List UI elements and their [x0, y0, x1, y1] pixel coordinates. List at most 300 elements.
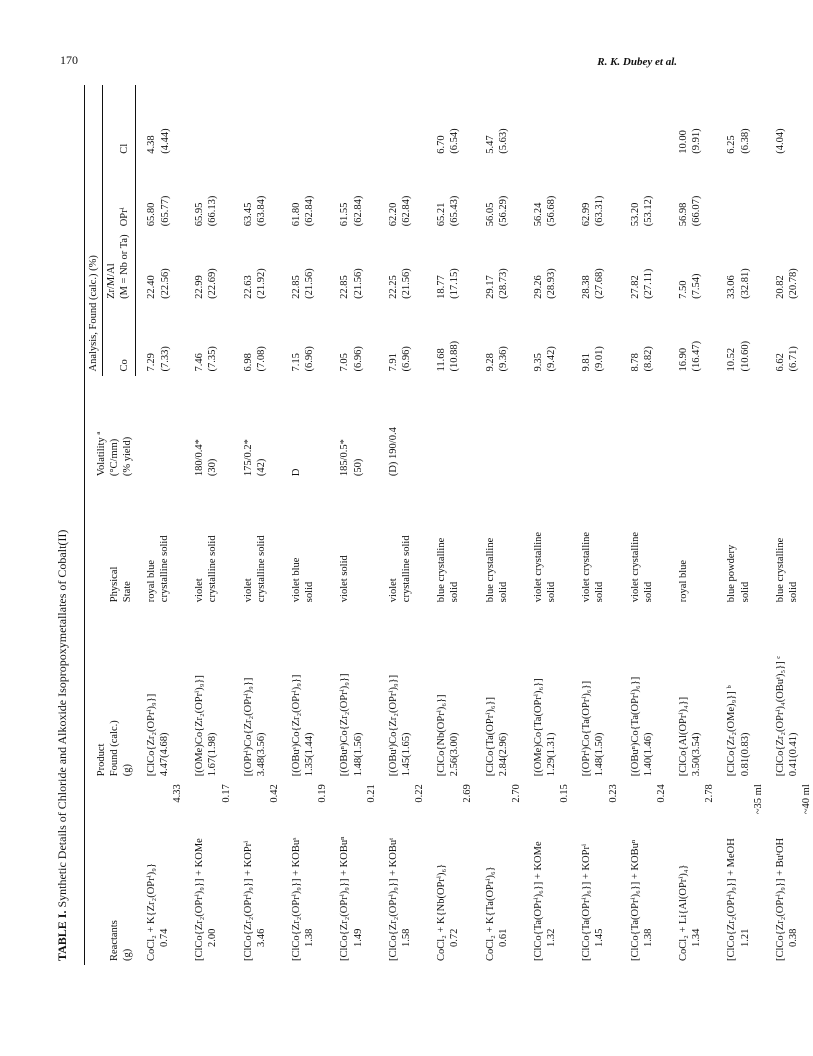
reactants-r2a: 0.38: [787, 928, 799, 947]
volatility-cell: [329, 376, 377, 481]
product-cell: [184, 606, 232, 780]
physical-state-s2: solid: [304, 581, 316, 603]
reactants-cell: [523, 780, 571, 965]
zr-m-al-cell: [378, 230, 426, 303]
reactants-r2b: 0.24: [655, 784, 667, 803]
reactants-r1: CoCl₂ + K{Zr₂(OPrⁱ)₉}: [145, 863, 157, 961]
zr-m-al-zrc: (21.56): [352, 268, 364, 299]
opr-cell: [620, 158, 668, 231]
cl-clc: (5.63): [497, 128, 509, 154]
header-product: Product Found (calc.) (g): [85, 606, 136, 780]
physical-state-s1: violet blue: [291, 557, 302, 603]
table-row: [765, 85, 813, 965]
reactants-r2b: 2.78: [704, 784, 716, 803]
header-reactants: Reactants (g): [85, 780, 136, 965]
physical-state-s1: blue crystalline: [774, 537, 786, 603]
cl-cl: 6.70: [436, 135, 448, 154]
zr-m-al-zrc: (28.73): [497, 268, 509, 299]
opr-opc: (65.77): [159, 195, 171, 227]
volatility-v2: (30): [207, 458, 219, 477]
reactants-cell: [426, 780, 474, 965]
physical-state-s1: blue crystalline: [484, 537, 496, 603]
reactants-r2a: 0.61: [497, 928, 509, 947]
opr-cell: [136, 158, 184, 231]
product-p1: [(OBuˢ)Co{Zr₂(OPrⁱ)₉}]: [291, 674, 302, 777]
product-p1: [ClCo{Zr₂(OMe)₉}] ᵇ: [726, 685, 738, 777]
reactants-r2a: 2.00: [207, 928, 219, 947]
physical-state-s2: solid: [739, 581, 751, 603]
volatility-v1: D: [291, 468, 302, 477]
volatility-v1: 180/0.4*: [194, 439, 206, 477]
zr-m-al-zrc: (22.56): [159, 268, 171, 299]
physical-state-cell: [716, 480, 764, 606]
zr-m-al-zrc: (32.81): [739, 268, 751, 299]
reactants-r2b: 0.22: [414, 784, 425, 803]
reactants-r1: [ClCo{Zr₂(OPrⁱ)₉}] + KOPrⁱ: [242, 840, 254, 961]
product-cell: [378, 606, 426, 780]
reactants-r2b: ~40 ml: [801, 784, 812, 815]
opr-cell: [281, 158, 329, 231]
reactants-r2b: 0.21: [365, 784, 377, 803]
cl-cell: [281, 85, 329, 158]
zr-m-al-zrc: (21.56): [400, 268, 412, 299]
volatility-cell: [184, 376, 232, 481]
zr-m-al-zr: 22.85: [339, 275, 351, 299]
table-row: [426, 85, 474, 965]
physical-state-cell: [571, 480, 619, 606]
reactants-r1: [ClCo{Zr₂(OPrⁱ)₉}] + KOMe: [194, 838, 206, 961]
product-p2: 3.50(3.54): [691, 732, 703, 777]
physical-state-cell: [136, 480, 184, 606]
product-p2: 2.56(3.00): [449, 732, 461, 777]
product-p2: 0.41(0.41): [787, 732, 799, 777]
co-co: 6.62: [774, 353, 786, 372]
reactants-cell: [184, 780, 232, 965]
volatility-v2: (42): [255, 458, 267, 477]
cl-cell: [184, 85, 232, 158]
opr-opc: (56.29): [497, 195, 509, 227]
physical-state-s2: solid: [594, 581, 606, 603]
physical-state-s1: royal blue: [678, 559, 689, 603]
cl-cell: [523, 85, 571, 158]
table-caption: [55, 85, 70, 961]
opr-opc: (53.12): [642, 195, 654, 227]
co-cell: [620, 303, 668, 376]
cl-cell: [378, 85, 426, 158]
co-cell: [765, 303, 813, 376]
reactants-cell: [716, 780, 764, 965]
product-cell: [571, 606, 619, 780]
table-row: [523, 85, 571, 965]
co-coc: (7.33): [159, 346, 171, 372]
opr-op: 65.95: [194, 202, 206, 227]
header-physical-state: Physical State: [85, 480, 136, 606]
opr-cell: [668, 158, 716, 231]
table-caption-label: TABLE I.: [55, 910, 69, 961]
co-coc: (16.47): [691, 340, 703, 372]
volatility-cell: [523, 376, 571, 481]
cl-cell: [668, 85, 716, 158]
cl-cl: 5.47: [484, 135, 496, 154]
zr-m-al-zr: 22.40: [146, 275, 158, 299]
volatility-v1: 185/0.5*: [339, 439, 351, 477]
opr-opc: (62.84): [352, 195, 364, 227]
reactants-r1: [ClCo{Ta(OPrⁱ)₆}] + KOMe: [532, 841, 544, 961]
table-row: [281, 85, 329, 965]
zr-m-al-cell: [668, 230, 716, 303]
zr-m-al-cell: [426, 230, 474, 303]
product-p2: 1.35(1.44): [304, 732, 316, 777]
zr-m-al-cell: [716, 230, 764, 303]
zr-m-al-zr: 22.63: [242, 275, 254, 299]
zr-m-al-zr: 22.99: [194, 275, 206, 299]
co-cell: [426, 303, 474, 376]
volatility-cell: [281, 376, 329, 481]
co-cell: [281, 303, 329, 376]
header-opr: OPrⁱ: [103, 158, 136, 231]
product-p2: 4.47(4.68): [159, 732, 170, 777]
cl-cell: [329, 85, 377, 158]
reactants-r2a: 1.38: [642, 928, 654, 947]
co-co: 10.52: [726, 347, 738, 372]
physical-state-cell: [765, 480, 813, 606]
co-coc: (8.82): [642, 346, 654, 372]
product-cell: [475, 606, 523, 780]
physical-state-cell: [523, 480, 571, 606]
opr-op: 62.99: [581, 202, 593, 227]
product-p1: [(OBuⁿ)Co{Zr₂(OPrⁱ)₉}]: [339, 673, 351, 777]
volatility-v1: (D) 190/0.4: [387, 427, 399, 477]
reactants-r2b: 0.15: [559, 784, 571, 803]
running-head: R. K. Dubey et al.: [597, 56, 677, 68]
opr-cell: [233, 158, 281, 231]
opr-opc: (66.07): [691, 195, 703, 227]
physical-state-s1: royal blue: [145, 559, 157, 603]
product-p1: [(OPrⁱ)Co{Ta(OPrⁱ)₆}]: [581, 680, 593, 777]
physical-state-s2: solid: [497, 581, 509, 603]
co-coc: (6.96): [400, 346, 412, 372]
rotated-table-block: [55, 85, 812, 965]
volatility-cell: [571, 376, 619, 481]
opr-cell: [329, 158, 377, 231]
product-p1: [(OPrⁱ)Co{Zr₂(OPrⁱ)₉}]: [242, 677, 254, 777]
reactants-cell: [620, 780, 668, 965]
zr-m-al-cell: [281, 230, 329, 303]
zr-m-al-zrc: (27.11): [642, 268, 654, 299]
physical-state-s1: violet crystalline: [532, 531, 544, 603]
product-p1: [(OBuᵗ)Co{Zr₂(OPrⁱ)₉}]: [387, 674, 399, 777]
cl-cl: 10.00: [678, 130, 689, 154]
reactants-r1: [ClCo{Zr₂(OPrⁱ)₉}] + KOBuˢ: [291, 837, 302, 961]
table-row: [329, 85, 377, 965]
physical-state-s2: crystalline solid: [207, 535, 219, 603]
opr-opc: (62.84): [400, 195, 412, 227]
reactants-cell: [329, 780, 377, 965]
table-row: [233, 85, 281, 965]
physical-state-s2: solid: [787, 581, 799, 603]
co-co: 8.78: [629, 353, 641, 372]
reactants-cell: [475, 780, 523, 965]
volatility-cell: [475, 376, 523, 481]
physical-state-s2: solid: [642, 581, 654, 603]
co-co: 6.98: [242, 353, 254, 372]
product-p2: 1.45(1.65): [400, 732, 412, 777]
volatility-cell: [765, 376, 813, 481]
reactants-r2b: 0.42: [268, 784, 280, 803]
reactants-r2a: 1.49: [352, 928, 364, 947]
cl-cell: [426, 85, 474, 158]
opr-op: 61.55: [339, 202, 351, 227]
product-cell: [620, 606, 668, 780]
zr-m-al-zrc: (28.93): [546, 268, 557, 299]
opr-op: 61.80: [291, 202, 302, 227]
co-cell: [523, 303, 571, 376]
product-p1: [(OBuⁿ)Co{Ta(OPrⁱ)₆}]: [629, 676, 641, 777]
physical-state-cell: [475, 480, 523, 606]
physical-state-s1: violet solid: [339, 555, 351, 603]
volatility-cell: [378, 376, 426, 481]
reactants-r1: [ClCo{Zr₂(OPrⁱ)₉}] + BuᵗOH: [774, 837, 786, 961]
co-co: 9.81: [581, 353, 593, 372]
volatility-cell: [620, 376, 668, 481]
reactants-r1: CoCl₂ + K{Ta(OPrⁱ)₆}: [484, 866, 496, 961]
table-row: [136, 85, 184, 965]
zr-m-al-zr: 22.25: [387, 275, 399, 299]
reactants-cell: [136, 780, 184, 965]
co-co: 7.46: [194, 353, 206, 372]
page-number: 170: [60, 53, 78, 67]
physical-state-s1: blue powdery: [726, 544, 738, 603]
reactants-cell: [571, 780, 619, 965]
opr-cell: [426, 158, 474, 231]
cl-clc: (4.44): [159, 128, 171, 154]
reactants-cell: [281, 780, 329, 965]
zr-m-al-zr: 20.82: [774, 275, 786, 299]
reactants-r1: [ClCo{Ta(OPrⁱ)₆}] + KOPrⁱ: [581, 843, 593, 961]
zr-m-al-zr: 33.06: [726, 275, 738, 299]
reactants-r2a: 1.21: [739, 928, 751, 947]
co-cell: [184, 303, 232, 376]
cl-cell: [765, 85, 813, 158]
zr-m-al-cell: [233, 230, 281, 303]
cl-cl: 6.25: [726, 135, 738, 154]
table-row: [571, 85, 619, 965]
header-analysis: Analysis, Found (calc.) (%): [85, 85, 103, 376]
reactants-cell: [378, 780, 426, 965]
cl-cell: [571, 85, 619, 158]
zr-m-al-zr: 7.50: [678, 280, 689, 299]
header-volatility: Volatility ª (°C/mm) (% yield): [85, 376, 136, 481]
product-cell: [765, 606, 813, 780]
zr-m-al-cell: [765, 230, 813, 303]
co-co: 16.90: [678, 347, 689, 372]
table-body: [136, 85, 813, 965]
zr-m-al-zrc: (22.69): [207, 268, 219, 299]
opr-cell: [523, 158, 571, 231]
zr-m-al-zr: 28.38: [581, 275, 593, 299]
opr-op: 53.20: [629, 202, 641, 227]
physical-state-s1: violet: [387, 578, 399, 603]
cl-clc: (6.54): [449, 128, 461, 154]
reactants-r2b: 0.23: [607, 784, 619, 803]
physical-state-s1: violet crystalline: [581, 531, 593, 603]
reactants-cell: [233, 780, 281, 965]
physical-state-cell: [233, 480, 281, 606]
product-cell: [426, 606, 474, 780]
zr-m-al-zrc: (17.15): [449, 268, 461, 299]
reactants-r2b: ~35 ml: [752, 784, 764, 815]
cl-clc: (6.38): [739, 128, 751, 154]
physical-state-cell: [620, 480, 668, 606]
reactants-r1: [ClCo{Zr₂(OPrⁱ)₉}] + KOBuⁿ: [339, 836, 351, 961]
opr-op: 56.98: [678, 202, 689, 227]
co-cell: [329, 303, 377, 376]
reactants-r1: [ClCo{Zr₂(OPrⁱ)₉}] + KOBuᵗ: [387, 837, 399, 961]
product-cell: [668, 606, 716, 780]
opr-cell: [716, 158, 764, 231]
co-co: 7.05: [339, 353, 351, 372]
reactants-r1: [ClCo{Ta(OPrⁱ)₆}] + KOBuⁿ: [629, 839, 641, 961]
co-coc: (6.71): [787, 346, 799, 372]
physical-state-cell: [184, 480, 232, 606]
physical-state-s1: violet: [242, 578, 254, 603]
co-cell: [716, 303, 764, 376]
co-cell: [233, 303, 281, 376]
co-coc: (9.01): [594, 346, 606, 372]
co-co: 9.35: [532, 353, 544, 372]
opr-op: 63.45: [242, 202, 254, 227]
opr-opc: (63.31): [594, 195, 606, 227]
physical-state-s2: crystalline solid: [159, 535, 170, 603]
zr-m-al-cell: [571, 230, 619, 303]
reactants-r2b: 0.17: [220, 784, 232, 803]
physical-state-s1: blue crystalline: [436, 537, 448, 603]
product-p1: [ClCo{Zr₂(OPrⁱ)₉}]: [145, 693, 157, 777]
product-p1: [ClCo{Al(OPrⁱ)₄}]: [678, 696, 689, 777]
cl-cell: [620, 85, 668, 158]
co-cell: [136, 303, 184, 376]
zr-m-al-zr: 27.82: [629, 275, 641, 299]
opr-cell: [571, 158, 619, 231]
opr-cell: [184, 158, 232, 231]
cl-clc: (4.04): [774, 128, 786, 154]
physical-state-cell: [329, 480, 377, 606]
zr-m-al-zrc: (21.92): [255, 268, 267, 299]
volatility-cell: [233, 376, 281, 481]
cl-cell: [475, 85, 523, 158]
volatility-cell: [426, 376, 474, 481]
zr-m-al-cell: [329, 230, 377, 303]
reactants-r2a: 1.58: [400, 928, 412, 947]
product-p1: [ClCo{Ta(OPrⁱ)₆}]: [484, 696, 496, 777]
opr-op: 65.21: [436, 202, 448, 227]
reactants-r2a: 3.46: [255, 928, 267, 947]
product-p2: 0.81(0.83): [739, 732, 751, 777]
reactants-r1: CoCl₂ + Li{Al(OPrⁱ)₄}: [678, 864, 689, 961]
reactants-r2a: 1.45: [594, 928, 606, 947]
synthesis-table: [84, 85, 813, 965]
co-co: 9.28: [484, 353, 496, 372]
product-p1: [(OMe)Co{Zr₂(OPrⁱ)₉}]: [194, 675, 206, 777]
opr-opc: (66.13): [207, 195, 219, 227]
reactants-r2b: 2.69: [462, 784, 474, 803]
physical-state-s2: solid: [449, 581, 461, 603]
physical-state-s2: crystalline solid: [255, 535, 267, 603]
reactants-r2b: 2.70: [510, 784, 522, 803]
zr-m-al-cell: [136, 230, 184, 303]
co-coc: (6.96): [304, 346, 316, 372]
zr-m-al-zrc: (21.56): [304, 268, 316, 299]
table-row: [475, 85, 523, 965]
product-p1: [ClCo{Nb(OPrⁱ)₆}]: [436, 694, 448, 777]
product-p1: [ClCo{Zr₂(OPrⁱ)₄(OBuᵗ)₅}] ᶜ: [774, 655, 786, 777]
volatility-v1: 175/0.2*: [242, 439, 254, 477]
co-cell: [475, 303, 523, 376]
physical-state-cell: [426, 480, 474, 606]
reactants-cell: [668, 780, 716, 965]
zr-m-al-zrc: (20.78): [787, 268, 799, 299]
volatility-cell: [716, 376, 764, 481]
cl-cl: 4.38: [146, 135, 158, 154]
zr-m-al-cell: [184, 230, 232, 303]
table-caption-text: Synthetic Details of Chloride and Alkoxide Isopropoxymetallates of Cobalt(II): [55, 529, 69, 908]
opr-opc: (62.84): [304, 195, 316, 227]
co-cell: [571, 303, 619, 376]
volatility-v2: (50): [352, 458, 364, 477]
co-co: 7.91: [387, 353, 399, 372]
product-p2: 1.67(1.98): [207, 732, 219, 777]
physical-state-s2: crystalline solid: [400, 535, 412, 603]
co-coc: (9.42): [546, 346, 557, 372]
zr-m-al-zr: 29.26: [532, 275, 544, 299]
co-cell: [378, 303, 426, 376]
zr-m-al-zrc: (7.54): [691, 273, 703, 299]
co-co: 11.68: [436, 348, 448, 372]
product-p2: 1.40(1.46): [642, 732, 654, 777]
zr-m-al-cell: [620, 230, 668, 303]
product-cell: [329, 606, 377, 780]
zr-m-al-cell: [523, 230, 571, 303]
cl-cell: [716, 85, 764, 158]
reactants-r1: [ClCo{Zr₂(OPrⁱ)₉}] + MeOH: [726, 838, 738, 961]
product-cell: [136, 606, 184, 780]
table-row: [620, 85, 668, 965]
opr-opc: (63.84): [255, 195, 267, 227]
co-coc: (10.88): [449, 340, 461, 372]
co-coc: (7.08): [255, 346, 267, 372]
product-cell: [281, 606, 329, 780]
physical-state-s2: solid: [546, 581, 557, 603]
opr-cell: [475, 158, 523, 231]
reactants-r2b: 0.19: [317, 784, 329, 803]
product-p2: 1.48(1.56): [352, 732, 364, 777]
header-co: Co: [103, 303, 136, 376]
co-coc: (10.60): [739, 340, 751, 372]
opr-op: 65.80: [146, 202, 158, 227]
zr-m-al-zr: 18.77: [436, 275, 448, 299]
co-cell: [668, 303, 716, 376]
opr-opc: (56.68): [546, 195, 557, 227]
physical-state-cell: [281, 480, 329, 606]
physical-state-cell: [378, 480, 426, 606]
zr-m-al-zr: 22.85: [291, 275, 302, 299]
zr-m-al-zrc: (27.68): [594, 268, 606, 299]
opr-opc: (65.43): [449, 195, 461, 227]
reactants-r2a: 1.34: [691, 928, 703, 947]
physical-state-s1: violet crystalline: [629, 531, 641, 603]
product-p2: 1.48(1.50): [594, 732, 606, 777]
zr-m-al-cell: [475, 230, 523, 303]
